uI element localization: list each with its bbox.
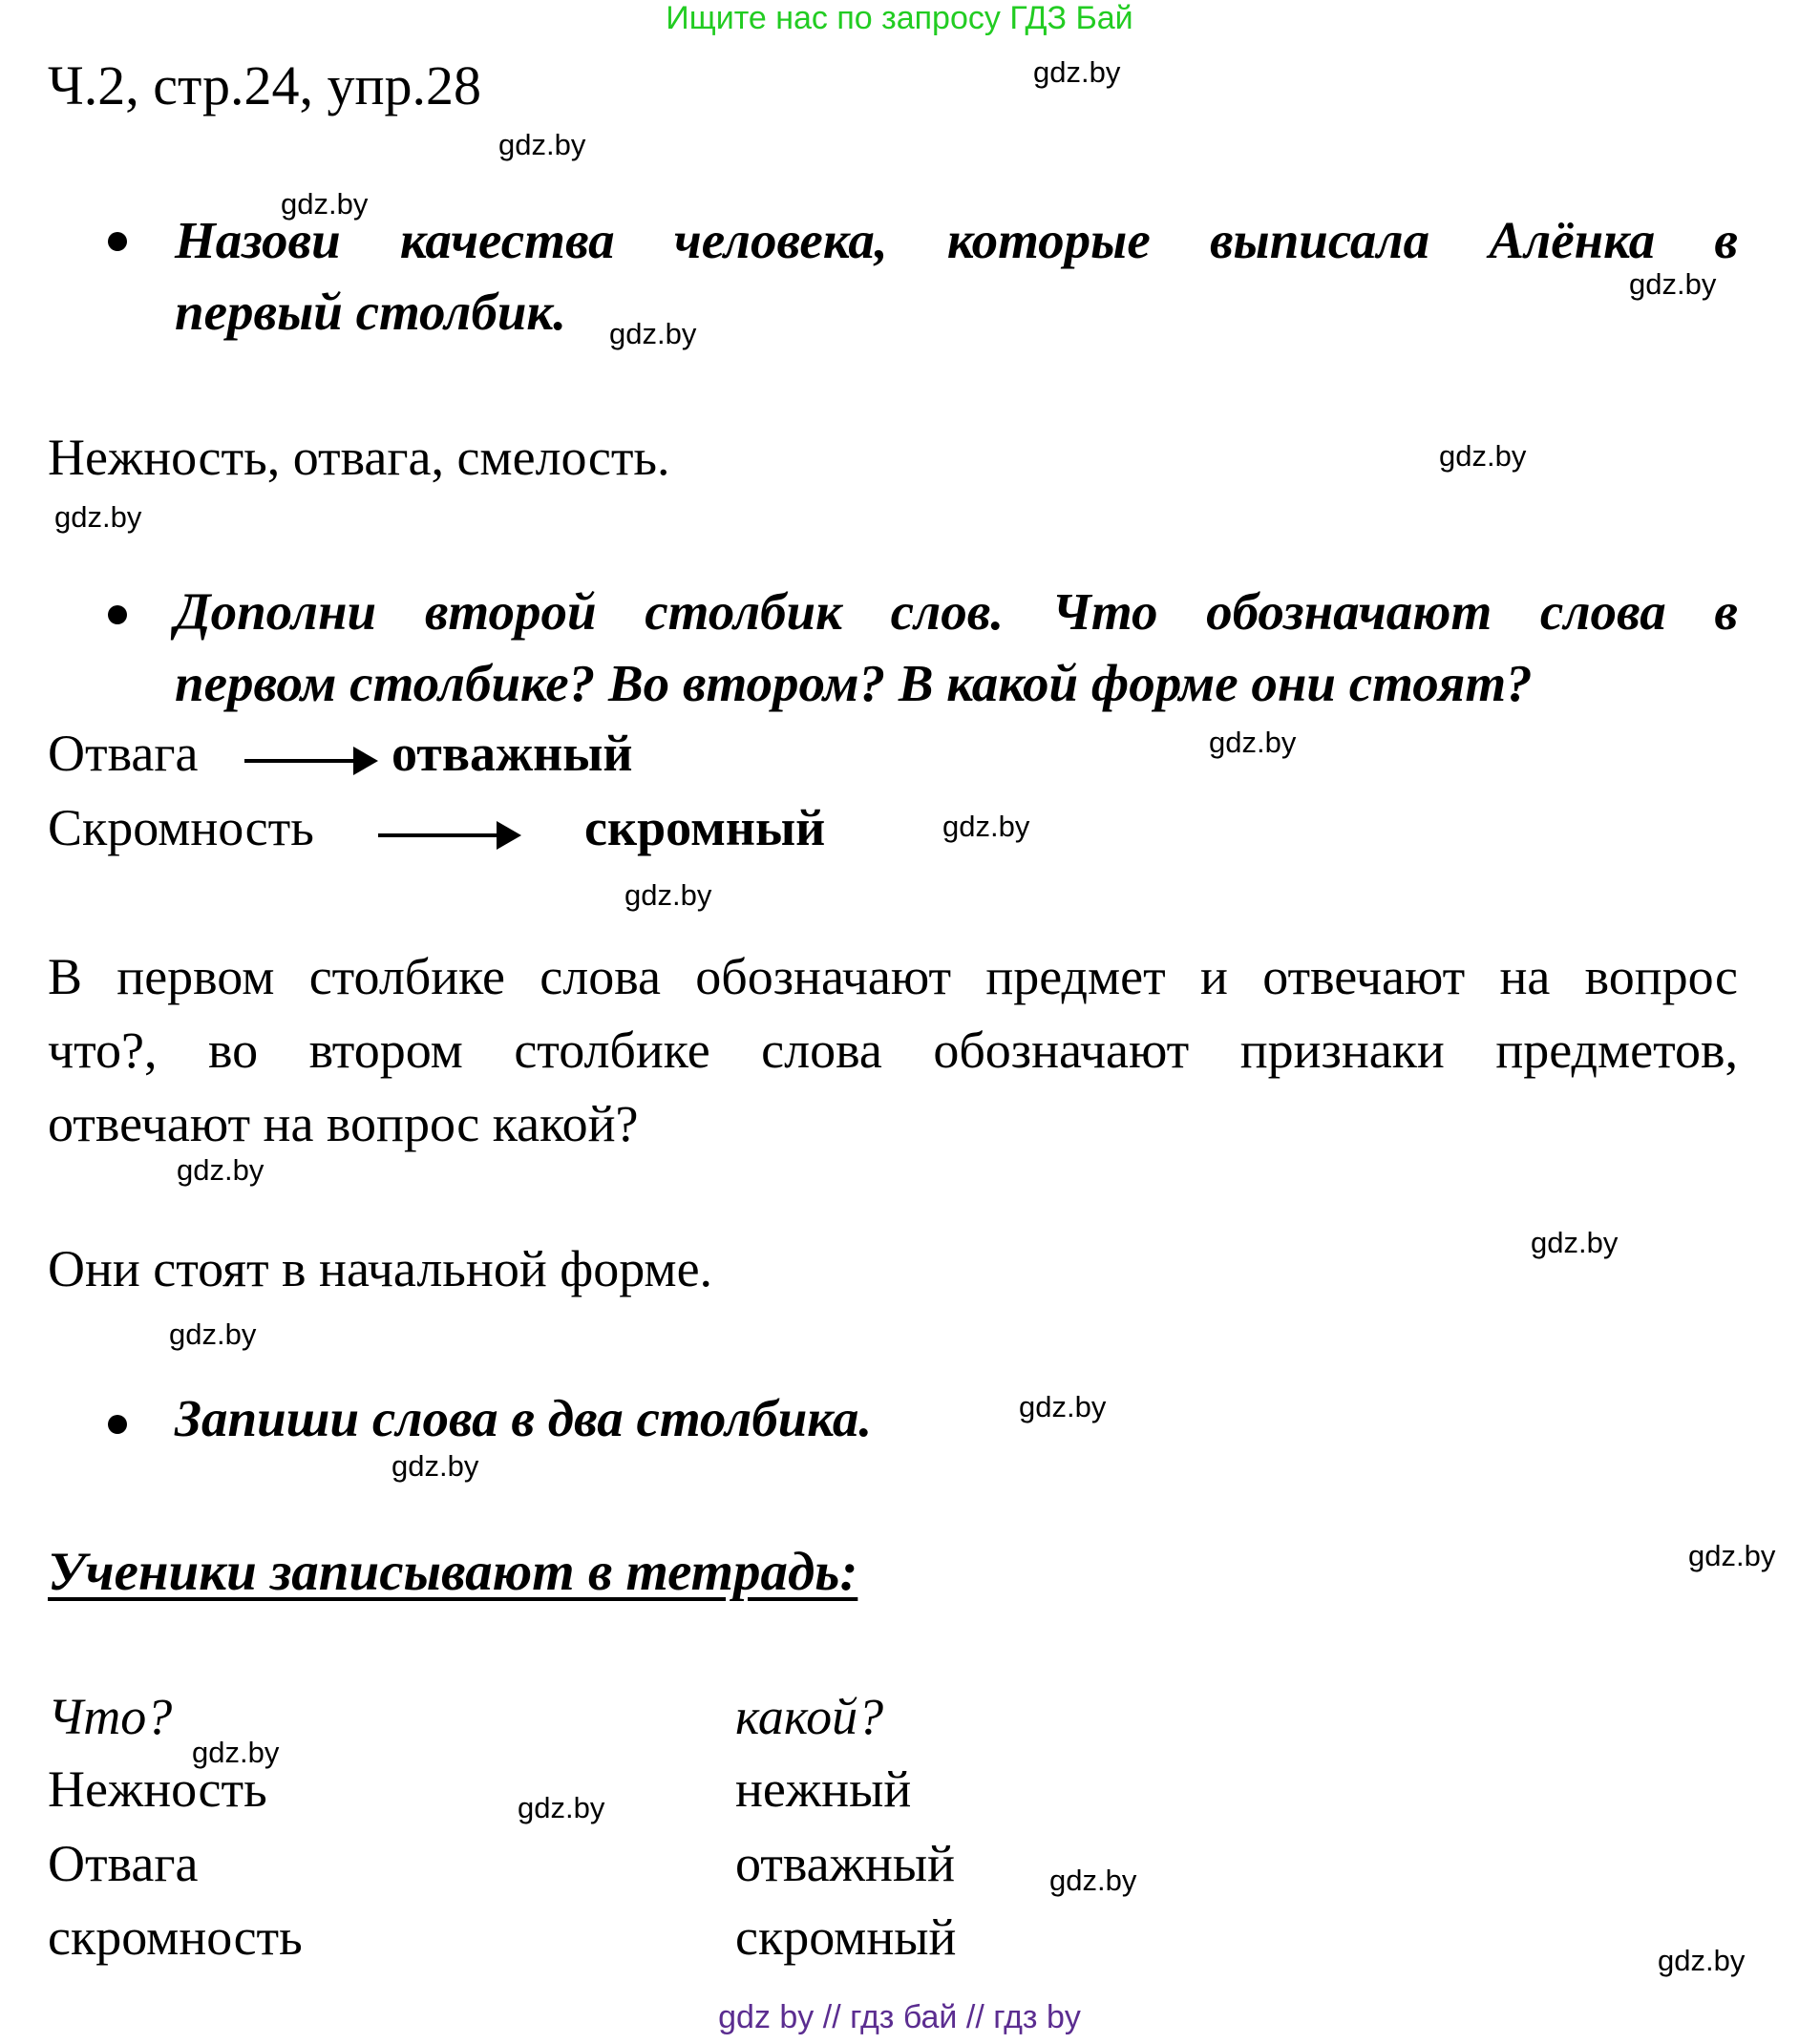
watermark: gdz.by: [518, 1791, 605, 1824]
left-column-item: Отвага: [48, 1835, 199, 1892]
answer-1: Нежность, отвага, смелость.: [48, 429, 670, 486]
watermark: gdz.by: [177, 1153, 265, 1187]
left-column-item: Нежность: [48, 1760, 267, 1818]
right-column-header: какой?: [735, 1688, 884, 1745]
watermark: gdz.by: [1049, 1864, 1137, 1897]
watermark: gdz.by: [609, 317, 697, 350]
bullet-2: [108, 605, 127, 624]
right-column-item: скромный: [735, 1908, 957, 1966]
bullet-3: [108, 1415, 127, 1434]
explanation-line-1: В первом столбике слова обозначают предмет и отвечают на вопрос: [48, 948, 1738, 1005]
exercise-heading: Ч.2, стр.24, упр.28: [48, 54, 482, 116]
pair-1-noun: Отвага: [48, 725, 199, 782]
watermark: gdz.by: [624, 878, 712, 912]
watermark: gdz.by: [942, 810, 1030, 843]
left-column-item: скромность: [48, 1908, 303, 1966]
explanation: [48, 940, 1738, 1161]
watermark: gdz.by: [281, 187, 369, 221]
watermark: gdz.by: [54, 500, 142, 534]
task-2: [175, 576, 1738, 719]
answer-2: Они стоят в начальной форме.: [48, 1240, 713, 1297]
explanation-line-3: отвечают на вопрос какой?: [48, 1095, 639, 1152]
right-column-item: нежный: [735, 1760, 912, 1818]
watermark: gdz.by: [1629, 267, 1717, 301]
right-column-item: отважный: [735, 1835, 956, 1892]
notebook-title: Ученики записывают в тетрадь:: [48, 1542, 858, 1602]
pair-2-noun: Скромность: [48, 799, 314, 856]
watermark: gdz.by: [192, 1736, 280, 1769]
watermark: gdz.by: [1658, 1944, 1746, 1977]
left-column-header: Что?: [48, 1688, 173, 1745]
watermark: gdz.by: [498, 128, 586, 161]
top-banner: Ищите нас по запросу ГДЗ Бай: [666, 0, 1133, 36]
watermark: gdz.by: [1209, 726, 1297, 759]
watermark: gdz.by: [1531, 1226, 1619, 1259]
bullet-1: [108, 232, 127, 251]
pair-2-adjective: скромный: [584, 799, 826, 856]
pair-2-arrow: [378, 833, 518, 837]
watermark: gdz.by: [169, 1317, 257, 1351]
task-1-line-1: Назови качества человека, которые выписала Алёнка в: [175, 211, 1738, 269]
watermark: gdz.by: [1033, 55, 1121, 89]
task-1-line-2: первый столбик.: [175, 283, 567, 341]
task-2-line-1: Дополни второй столбик слов. Что обозначают слова в: [175, 582, 1738, 641]
watermark: gdz.by: [1688, 1539, 1776, 1572]
pair-1-adjective: отважный: [392, 725, 633, 782]
task-1: [175, 204, 1738, 348]
watermark: gdz.by: [1439, 439, 1527, 473]
watermark: gdz.by: [1019, 1390, 1107, 1423]
pair-1-arrow: [244, 759, 374, 763]
task-2-line-2: первом столбике? Во втором? В какой форме они стоят?: [175, 654, 1533, 712]
task-3: Запиши слова в два столбика.: [175, 1389, 873, 1447]
explanation-line-2: что?, во втором столбике слова обозначают признаки предметов,: [48, 1022, 1738, 1079]
watermark: gdz.by: [392, 1449, 479, 1483]
bottom-banner: gdz by // гдз бай // гдз by: [718, 1999, 1081, 2035]
